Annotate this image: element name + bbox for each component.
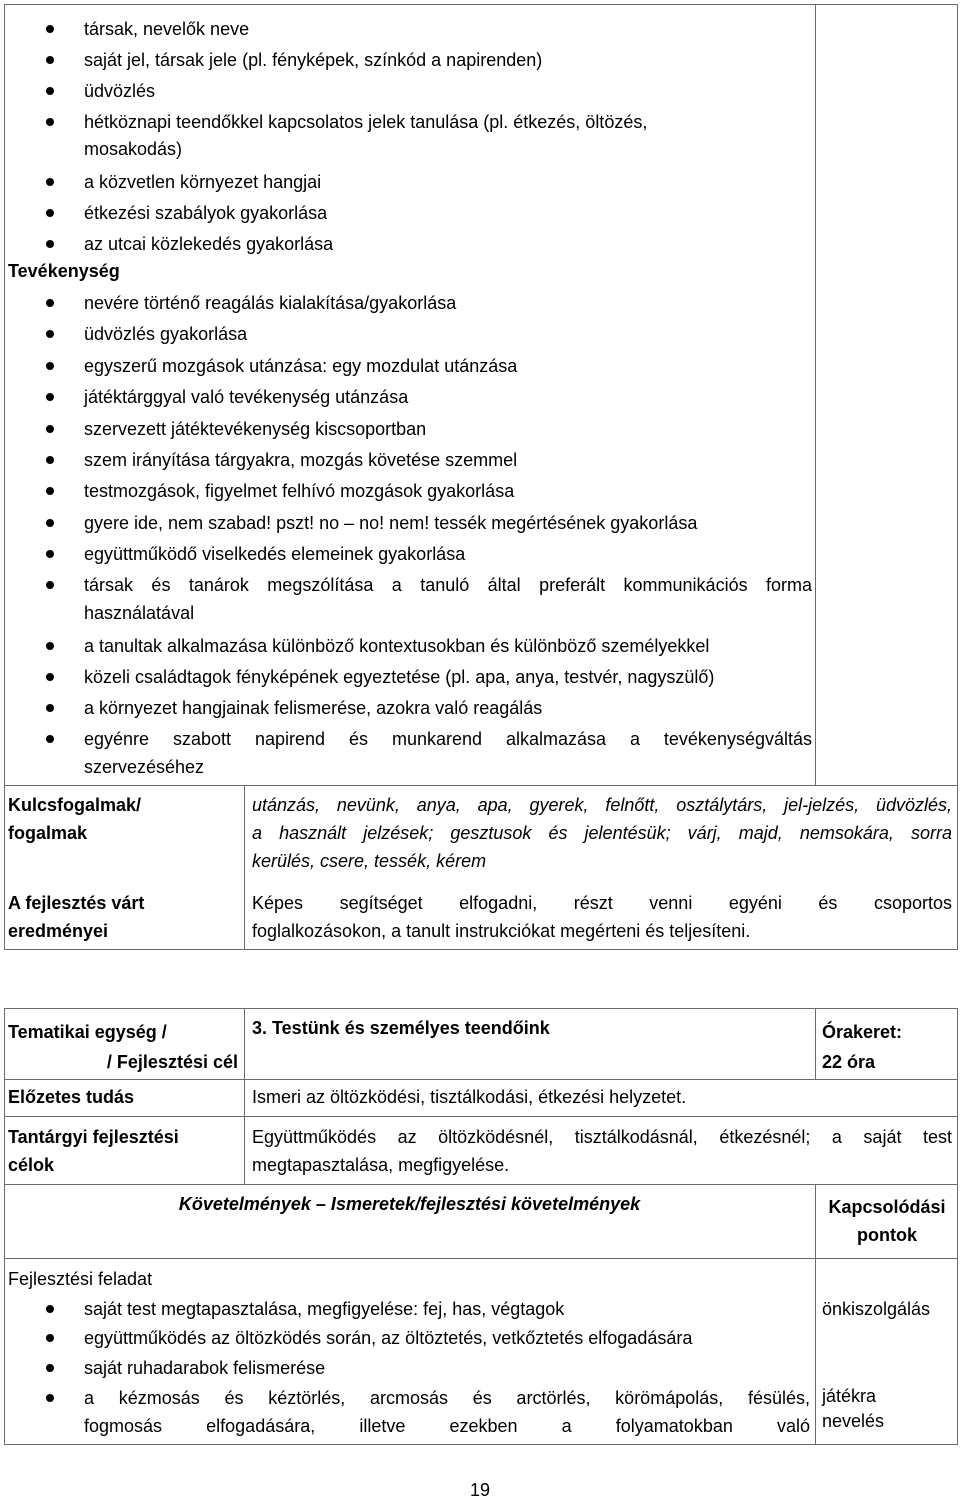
list-item: nevére történő reagálás kialakítása/gyakorlása: [84, 293, 457, 313]
bullet: [46, 456, 54, 464]
bullet: [46, 673, 54, 681]
bullet: [46, 1364, 54, 1372]
bullet: [46, 1305, 54, 1313]
bullet: [46, 330, 54, 338]
fejlesztesi-celok-text: Együttműködés az öltözködésnél, tisztálkodásnál, étkezésnél; a saját test megtapasztalása, megfigyelése.: [252, 1127, 952, 1175]
bullet: [46, 487, 54, 495]
list-item: étkezési szabályok gyakorlása: [84, 203, 328, 223]
vart-eredmenyek-text: Képes segítséget elfogadni, részt venni egyéni és csoportos foglalkozásokon, a tanult instrukciókat megérteni és teljesíteni.: [252, 893, 952, 941]
bullet: [46, 25, 54, 33]
bullet: [46, 642, 54, 650]
list-item: a közvetlen környezet hangjai: [84, 172, 322, 192]
bullet: [46, 1334, 54, 1342]
kapcs-item: nevelés: [822, 1411, 885, 1431]
orakeret: Órakeret: 22 óra: [822, 1022, 903, 1072]
t2-row2-border: [4, 1116, 958, 1117]
t1-right-border: [957, 4, 958, 950]
t1-left-border: [4, 4, 5, 950]
list-item-continuation: mosakodás): [84, 139, 183, 159]
bullet: [46, 56, 54, 64]
bullet: [46, 1394, 54, 1402]
vart-eredmenyek-label: A fejlesztés várt eredményei: [8, 893, 145, 941]
list-item: testmozgások, figyelmet felhívó mozgások gyakorlása: [84, 481, 515, 501]
list-item: a tanultak alkalmazása különböző kontextusokban és különböző személyekkel: [84, 636, 710, 656]
kapcs-item: önkiszolgálás: [822, 1299, 931, 1319]
t2-label-divider: [244, 1008, 245, 1184]
bullet: [46, 209, 54, 217]
list-item: saját test megtapasztalása, megfigyelése: fej, has, végtagok: [84, 1299, 565, 1319]
list-item: közeli családtagok fényképének egyeztetése (pl. apa, anya, testvér, nagyszülő): [84, 667, 715, 687]
t1-label-divider: [244, 785, 245, 950]
t1-bottom-border: [4, 949, 958, 950]
list-item: saját jel, társak jele (pl. fényképek, színkód a napirenden): [84, 50, 543, 70]
tematikai-egyseg-label: Tematikai egység / / Fejlesztési cél: [8, 1022, 238, 1072]
fejlesztesi-feladat-label: Fejlesztési feladat: [8, 1269, 153, 1289]
bullet: [46, 425, 54, 433]
elozetes-tudas-label: Előzetes tudás: [8, 1087, 135, 1107]
page-number: 19: [469, 1480, 491, 1500]
t2-bottom-border: [4, 1444, 958, 1445]
kovetelmenyek-heading: Követelmények – Ismeretek/fejlesztési követelmények: [178, 1194, 641, 1214]
bullet: [46, 178, 54, 186]
list-item: együttműködés az öltözködés során, az öltöztetés, vetkőztetés elfogadására: [84, 1328, 693, 1348]
t2-row4-border: [4, 1258, 958, 1259]
kapcs-item: játékra: [822, 1386, 877, 1406]
list-item-continuation: használatával: [84, 603, 195, 623]
tevekenyseg-heading: Tevékenység: [8, 261, 120, 281]
kapcsolodasi-pontok-heading: Kapcsolódási pontok: [828, 1197, 946, 1245]
kulcsfogalmak-label: Kulcsfogalmak/ fogalmak: [8, 795, 142, 843]
bullet: [46, 299, 54, 307]
bullet: [46, 393, 54, 401]
list-item: egyszerű mozgások utánzása: egy mozdulat utánzása: [84, 356, 518, 376]
list-item-continuation: fogmosás elfogadására, illetve ezekben a folyamatokban való: [84, 1416, 810, 1436]
list-item: társak és tanárok megszólítása a tanuló által preferált kommunikációs forma: [84, 575, 812, 595]
bullet: [46, 550, 54, 558]
list-item-continuation: szervezéséhez: [84, 757, 205, 777]
bullet: [46, 581, 54, 589]
list-item: az utcai közlekedés gyakorlása: [84, 234, 334, 254]
t2-orakeret-divider: [815, 1008, 816, 1080]
bullet: [46, 519, 54, 527]
t1-inner-divider: [815, 4, 816, 785]
list-item: szem irányítása tárgyakra, mozgás követése szemmel: [84, 450, 518, 470]
bullet: [46, 87, 54, 95]
list-item: üdvözlés gyakorlása: [84, 324, 248, 344]
bullet: [46, 118, 54, 126]
bullet: [46, 735, 54, 743]
list-item: üdvözlés: [84, 81, 156, 101]
list-item: szervezett játéktevékenység kiscsoportban: [84, 419, 427, 439]
list-item: a környezet hangjainak felismerése, azokra való reagálás: [84, 698, 543, 718]
list-item: gyere ide, nem szabad! pszt! no – no! nem! tessék megértésének gyakorlása: [84, 513, 698, 533]
bullet: [46, 362, 54, 370]
kulcsfogalmak-text: utánzás, nevünk, anya, apa, gyerek, felnőtt, osztálytárs, jel-jelzés, üdvözlés, a használt jelzések; gesztusok és jelentésük; várj, majd, nemsokára, sorra kerülés, csere, tessék, kérem: [252, 795, 952, 871]
list-item: társak, nevelők neve: [84, 19, 250, 39]
t2-left-border: [4, 1008, 5, 1445]
elozetes-tudas-text: Ismeri az öltözködési, tisztálkodási, étkezési helyzetet.: [252, 1087, 687, 1107]
list-item: a kézmosás és kéztörlés, arcmosás és arctörlés, körömápolás, fésülés,: [84, 1388, 810, 1408]
list-item: hétköznapi teendőkkel kapcsolatos jelek tanulása (pl. étkezés, öltözés,: [84, 112, 648, 132]
list-item: egyénre szabott napirend és munkarend alkalmazása a tevékenységváltás: [84, 729, 812, 749]
t2-row1-border: [4, 1079, 958, 1080]
list-item: saját ruhadarabok felismerése: [84, 1358, 326, 1378]
t1-mid-border: [4, 785, 958, 786]
bullet: [46, 704, 54, 712]
list-item: játéktárggyal való tevékenység utánzása: [84, 387, 409, 407]
fejlesztesi-celok-label: Tantárgyi fejlesztési célok: [8, 1127, 179, 1175]
list-item: együttműködő viselkedés elemeinek gyakorlása: [84, 544, 466, 564]
unit-title: 3. Testünk és személyes teendőink: [252, 1018, 550, 1038]
bullet: [46, 240, 54, 248]
